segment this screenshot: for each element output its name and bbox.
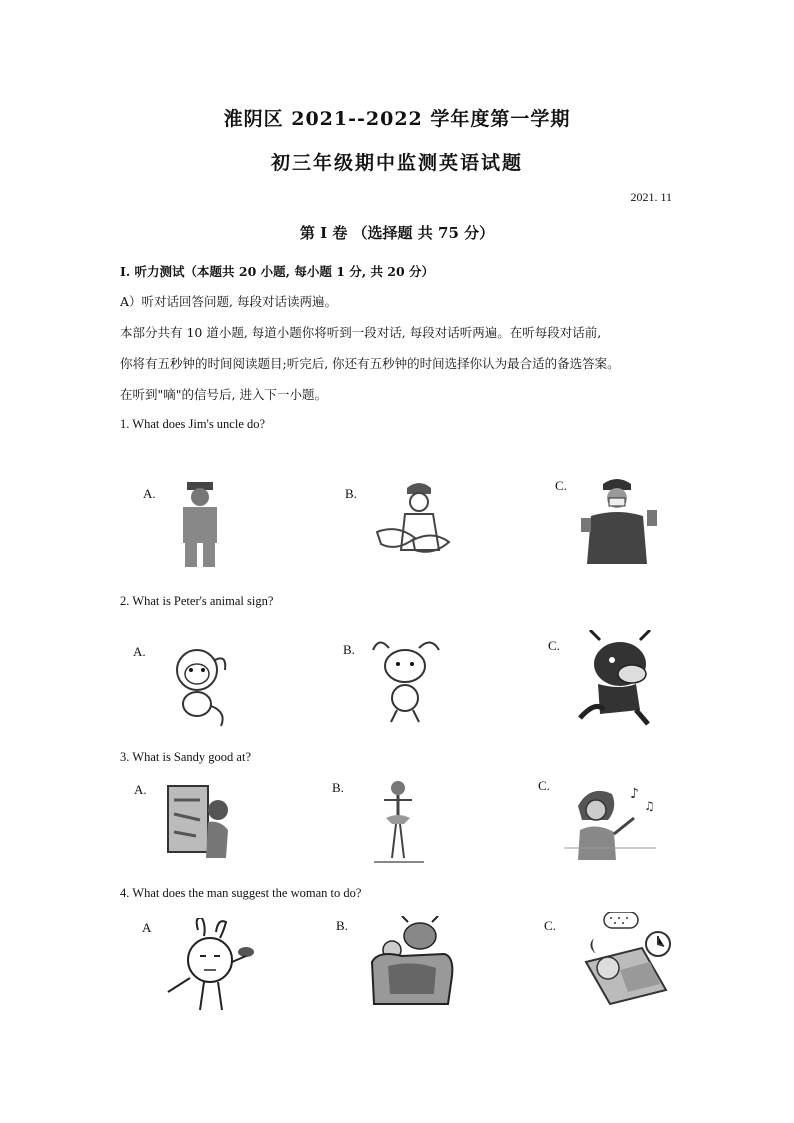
q3-option-a[interactable] (134, 780, 314, 890)
police-officer-picture (165, 480, 245, 570)
sub-section-a: A）听对话回答问题, 每段对话读两遍。 (120, 294, 337, 309)
section-heading: I. 听力测试（本题共 20 小题, 每小题 1 分, 共 20 分） (120, 264, 435, 279)
question-3: 3. What is Sandy good at? (120, 750, 251, 764)
option-label: C. (548, 638, 560, 653)
option-label: A. (143, 486, 156, 501)
option-label: B. (343, 642, 355, 657)
option-label: B. (336, 918, 348, 933)
q2-option-b[interactable] (343, 636, 523, 746)
option-label: C. (538, 778, 550, 793)
option-label: C. (544, 918, 556, 933)
q3-option-c[interactable] (538, 776, 718, 886)
option-label: B. (332, 780, 344, 795)
q4-option-a[interactable] (142, 918, 322, 1028)
q4-option-b[interactable] (336, 916, 516, 1026)
monkey-picture (155, 640, 245, 730)
question-1: 1. What does Jim's uncle do? (120, 417, 266, 431)
q2-option-c[interactable] (548, 630, 728, 740)
option-label: A. (134, 782, 147, 797)
part-title: 第 I 卷 （选择题 共 75 分） (299, 224, 495, 242)
svg-text:♫: ♫ (644, 799, 655, 813)
exam-date: 2021. 11 (630, 190, 672, 204)
exam-title-line1: 淮阴区 2021--2022 学年度第一学期 (223, 108, 571, 130)
q3-option-b[interactable] (332, 778, 512, 888)
ballet-dancer-picture (354, 778, 434, 868)
question-2: 2. What is Peter's animal sign? (120, 594, 274, 608)
cow-in-armchair-picture (358, 916, 468, 1011)
painting-picture (156, 780, 246, 865)
q4-option-c[interactable] (544, 912, 724, 1022)
option-label: B. (345, 486, 357, 501)
q1-option-c[interactable] (555, 476, 735, 586)
instruction-line-1: 本部分共有 10 道小题, 每道小题你将听到一段对话, 每段对话听两遍。在听每段对话前, (120, 325, 602, 340)
rabbit-taking-medicine-picture (164, 918, 274, 1013)
instruction-line-2: 你将有五秒钟的时间阅读题目;听完后, 你还有五秒钟的时间选择你认为最合适的备选答案。 (120, 356, 620, 371)
goat-picture (365, 636, 455, 726)
q2-option-a[interactable] (133, 640, 313, 750)
ox-picture (570, 630, 670, 730)
option-label: A (142, 920, 152, 935)
worker-reading-plan-picture (367, 480, 467, 570)
sleeping-in-bed-picture (566, 912, 676, 1012)
q1-option-b[interactable] (345, 480, 525, 590)
q1-option-a[interactable] (143, 480, 323, 590)
svg-text:♪: ♪ (630, 786, 639, 802)
girl-singing-picture (560, 776, 660, 866)
instruction-line-3: 在听到"嘀"的信号后, 进入下一小题。 (120, 387, 327, 402)
question-4: 4. What does the man suggest the woman to do? (120, 886, 362, 900)
doctor-with-mask-picture (577, 476, 667, 566)
option-label: A. (133, 644, 146, 659)
exam-title-line2: 初三年级期中监测英语试题 (270, 152, 523, 174)
option-label: C. (555, 478, 567, 493)
